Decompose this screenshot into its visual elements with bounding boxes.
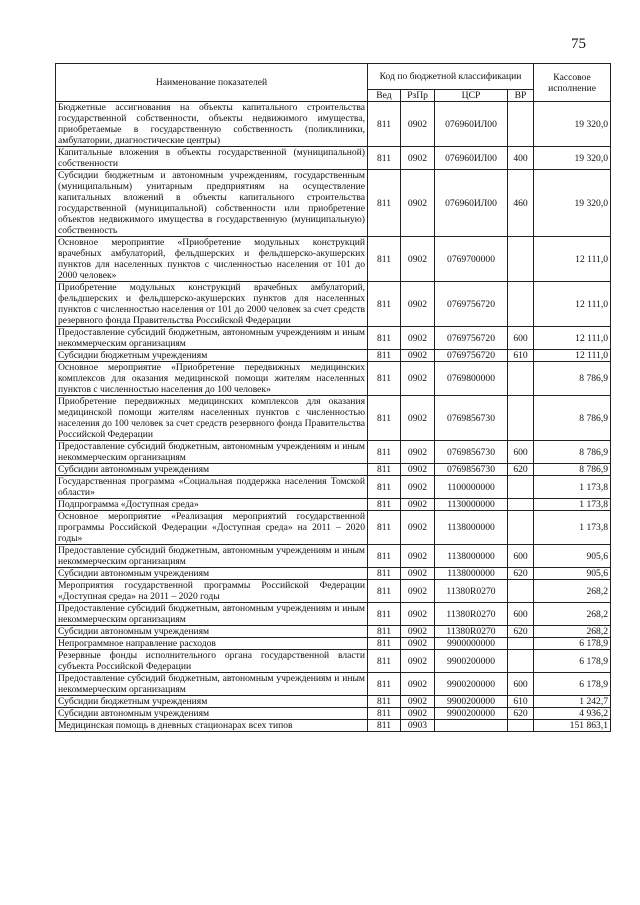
cell-vr (508, 476, 534, 499)
cell-vr (508, 282, 534, 327)
table-row (56, 170, 611, 237)
cell-amount: 905,6 (534, 568, 611, 580)
cell-vr (508, 580, 534, 603)
cell-name: Субсидии бюджетным учреждениям (56, 696, 368, 708)
table-row (56, 327, 611, 350)
cell-vr (508, 396, 534, 441)
table-row (56, 350, 611, 362)
cell-amount: 6 178,9 (534, 650, 611, 673)
cell-amount: 12 111,0 (534, 237, 611, 282)
cell-csr: 9900000000 (435, 638, 508, 650)
cell-vr: 600 (508, 327, 534, 350)
cell-ved: 811 (368, 626, 401, 638)
cell-rzpr: 0902 (401, 441, 435, 464)
cell-ved: 811 (368, 580, 401, 603)
cell-vr (508, 362, 534, 396)
header-code-group: Код по бюджетной классификации (368, 64, 534, 90)
cell-amount: 12 111,0 (534, 282, 611, 327)
cell-name: Предоставление субсидий бюджетным, автономным учреждениям и иным некоммерческим организациям (56, 673, 368, 696)
cell-amount: 8 786,9 (534, 396, 611, 441)
cell-vr (508, 102, 534, 147)
cell-ved: 811 (368, 638, 401, 650)
cell-rzpr: 0902 (401, 362, 435, 396)
cell-name: Основное мероприятие «Приобретение передвижных медицинских комплексов для оказания медицинской помощи жителям населенных пунктов с численностью населения до 100 человек» (56, 362, 368, 396)
cell-name: Медицинская помощь в дневных стационарах всех типов (56, 720, 368, 732)
cell-amount: 268,2 (534, 580, 611, 603)
cell-rzpr: 0902 (401, 650, 435, 673)
cell-ved: 811 (368, 237, 401, 282)
cell-ved: 811 (368, 673, 401, 696)
cell-rzpr: 0902 (401, 102, 435, 147)
cell-vr: 620 (508, 568, 534, 580)
table-row (56, 673, 611, 696)
table-row (56, 603, 611, 626)
cell-name: Государственная программа «Социальная поддержка населения Томской области» (56, 476, 368, 499)
cell-name: Приобретение передвижных медицинских комплексов для оказания медицинской помощи жителям населенных пунктов с численностью населения до 100 человек за счет средств резервного фонда Правительства Российской Федерации (56, 396, 368, 441)
cell-ved: 811 (368, 441, 401, 464)
table-row (56, 441, 611, 464)
cell-amount: 8 786,9 (534, 464, 611, 476)
cell-csr: 0769700000 (435, 237, 508, 282)
cell-ved: 811 (368, 476, 401, 499)
cell-rzpr: 0902 (401, 580, 435, 603)
cell-csr: 0769856730 (435, 464, 508, 476)
cell-name: Субсидии автономным учреждениям (56, 464, 368, 476)
cell-amount: 268,2 (534, 603, 611, 626)
header-rzpr: РзПр (401, 90, 435, 102)
cell-name: Субсидии бюджетным и автономным учреждениям, государственным (муниципальным) унитарным предприятиям на осуществление капитальных вложений в объекты капитального строительства государственной (муниципальной) собственности или приобретение объектов недвижимого имущества в государственную (муниципальную) собственность (56, 170, 368, 237)
table-row (56, 476, 611, 499)
cell-csr: 9900200000 (435, 673, 508, 696)
cell-vr (508, 511, 534, 545)
cell-csr (435, 720, 508, 732)
cell-amount: 19 320,0 (534, 170, 611, 237)
cell-vr: 600 (508, 545, 534, 568)
cell-csr: 9900200000 (435, 650, 508, 673)
cell-csr: 0769756720 (435, 350, 508, 362)
cell-name: Основное мероприятие «Приобретение модульных конструкций врачебных амбулаторий, фельдшерских и фельдшерско-акушерских пунктов для населенных пунктов с численностью населения от 101 до 2000 человек» (56, 237, 368, 282)
cell-ved: 811 (368, 362, 401, 396)
cell-rzpr: 0902 (401, 499, 435, 511)
cell-amount: 1 173,8 (534, 476, 611, 499)
cell-rzpr: 0902 (401, 464, 435, 476)
cell-amount: 151 863,1 (534, 720, 611, 732)
cell-csr: 0769856730 (435, 441, 508, 464)
cell-ved: 811 (368, 568, 401, 580)
cell-ved: 811 (368, 147, 401, 170)
cell-csr: 0769856730 (435, 396, 508, 441)
cell-name: Бюджетные ассигнования на объекты капитального строительства государственной собственности, объекты недвижимого имущества, приобретаемые в государственную собственность (поликлиники, амбулатории, диагностические центры) (56, 102, 368, 147)
cell-csr: 076960ИЛ00 (435, 102, 508, 147)
cell-csr: 076960ИЛ00 (435, 147, 508, 170)
cell-amount: 8 786,9 (534, 362, 611, 396)
table-row (56, 102, 611, 147)
table-header (56, 64, 611, 102)
cell-name: Предоставление субсидий бюджетным, автономным учреждениям и иным некоммерческим организациям (56, 545, 368, 568)
cell-rzpr: 0902 (401, 350, 435, 362)
cell-rzpr: 0902 (401, 708, 435, 720)
table-body (56, 102, 611, 732)
cell-rzpr: 0902 (401, 147, 435, 170)
cell-name: Приобретение модульных конструкций врачебных амбулаторий, фельдшерских и фельдшерско-акушерских пунктов для населенных пунктов с численностью населения от 101 до 2000 человек за счет средств резервного фонда Правительства Российской Федерации (56, 282, 368, 327)
cell-amount: 4 936,2 (534, 708, 611, 720)
table-row (56, 511, 611, 545)
cell-rzpr: 0902 (401, 327, 435, 350)
header-ved: Вед (368, 90, 401, 102)
cell-amount: 8 786,9 (534, 441, 611, 464)
cell-rzpr: 0902 (401, 638, 435, 650)
header-amount: Кассовое исполнение (534, 64, 611, 102)
page-number: 75 (571, 36, 586, 52)
cell-csr: 1138000000 (435, 511, 508, 545)
cell-vr: 460 (508, 170, 534, 237)
cell-rzpr: 0902 (401, 237, 435, 282)
cell-rzpr: 0902 (401, 545, 435, 568)
table-row (56, 282, 611, 327)
cell-csr: 1100000000 (435, 476, 508, 499)
cell-ved: 811 (368, 545, 401, 568)
cell-ved: 811 (368, 102, 401, 147)
cell-csr: 11380R0270 (435, 603, 508, 626)
cell-name: Субсидии автономным учреждениям (56, 568, 368, 580)
table-row (56, 362, 611, 396)
cell-ved: 811 (368, 650, 401, 673)
header-vr: ВР (508, 90, 534, 102)
cell-name: Предоставление субсидий бюджетным, автономным учреждениям и иным некоммерческим организациям (56, 327, 368, 350)
budget-table (55, 63, 611, 732)
cell-rzpr: 0902 (401, 396, 435, 441)
table-row (56, 708, 611, 720)
cell-rzpr: 0902 (401, 696, 435, 708)
cell-amount: 19 320,0 (534, 102, 611, 147)
cell-rzpr: 0902 (401, 568, 435, 580)
cell-vr: 600 (508, 441, 534, 464)
cell-vr (508, 237, 534, 282)
cell-name: Мероприятия государственной программы Российской Федерации «Доступная среда» на 2011 – 2020 годы (56, 580, 368, 603)
cell-ved: 811 (368, 396, 401, 441)
cell-name: Субсидии бюджетным учреждениям (56, 350, 368, 362)
header-csr: ЦСР (435, 90, 508, 102)
cell-amount: 268,2 (534, 626, 611, 638)
cell-name: Непрограммное направление расходов (56, 638, 368, 650)
header-name: Наименование показателей (56, 64, 368, 102)
cell-csr: 11380R0270 (435, 580, 508, 603)
cell-rzpr: 0902 (401, 626, 435, 638)
cell-amount: 1 173,8 (534, 499, 611, 511)
cell-name: Резервные фонды исполнительного органа государственной власти субъекта Российской Федерации (56, 650, 368, 673)
cell-csr: 0769756720 (435, 282, 508, 327)
cell-ved: 811 (368, 350, 401, 362)
table-row (56, 545, 611, 568)
table-row (56, 499, 611, 511)
table-row (56, 650, 611, 673)
table-row (56, 696, 611, 708)
cell-rzpr: 0902 (401, 511, 435, 545)
cell-ved: 811 (368, 511, 401, 545)
cell-csr: 11380R0270 (435, 626, 508, 638)
cell-ved: 811 (368, 282, 401, 327)
cell-amount: 1 173,8 (534, 511, 611, 545)
table-row (56, 568, 611, 580)
table-row (56, 396, 611, 441)
cell-rzpr: 0903 (401, 720, 435, 732)
cell-rzpr: 0902 (401, 282, 435, 327)
cell-ved: 811 (368, 720, 401, 732)
cell-csr: 1138000000 (435, 545, 508, 568)
cell-csr: 0769756720 (435, 327, 508, 350)
cell-amount: 12 111,0 (534, 350, 611, 362)
cell-rzpr: 0902 (401, 170, 435, 237)
cell-name: Субсидии автономным учреждениям (56, 626, 368, 638)
cell-csr: 1130000000 (435, 499, 508, 511)
cell-vr: 610 (508, 696, 534, 708)
cell-vr: 610 (508, 350, 534, 362)
cell-vr: 600 (508, 673, 534, 696)
cell-name: Предоставление субсидий бюджетным, автономным учреждениям и иным некоммерческим организациям (56, 441, 368, 464)
cell-rzpr: 0902 (401, 476, 435, 499)
cell-vr: 620 (508, 464, 534, 476)
cell-vr (508, 499, 534, 511)
cell-csr: 1138000000 (435, 568, 508, 580)
cell-name: Капитальные вложения в объекты государственной (муниципальной) собственности (56, 147, 368, 170)
cell-ved: 811 (368, 499, 401, 511)
cell-vr: 620 (508, 708, 534, 720)
cell-csr: 9900200000 (435, 708, 508, 720)
cell-vr: 600 (508, 603, 534, 626)
cell-amount: 19 320,0 (534, 147, 611, 170)
cell-rzpr: 0902 (401, 603, 435, 626)
cell-name: Предоставление субсидий бюджетным, автономным учреждениям и иным некоммерческим организациям (56, 603, 368, 626)
cell-csr: 076960ИЛ00 (435, 170, 508, 237)
cell-ved: 811 (368, 603, 401, 626)
cell-rzpr: 0902 (401, 673, 435, 696)
table-row (56, 626, 611, 638)
cell-ved: 811 (368, 170, 401, 237)
cell-csr: 0769800000 (435, 362, 508, 396)
cell-name: Основное мероприятие «Реализация мероприятий государственной программы Российской Федерации «Доступная среда» на 2011 – 2020 годы» (56, 511, 368, 545)
cell-ved: 811 (368, 464, 401, 476)
cell-name: Субсидии автономным учреждениям (56, 708, 368, 720)
cell-vr (508, 650, 534, 673)
table-row (56, 580, 611, 603)
table-row (56, 720, 611, 732)
cell-amount: 12 111,0 (534, 327, 611, 350)
cell-ved: 811 (368, 327, 401, 350)
table-row (56, 638, 611, 650)
cell-vr (508, 638, 534, 650)
cell-ved: 811 (368, 696, 401, 708)
table-row (56, 237, 611, 282)
cell-ved: 811 (368, 708, 401, 720)
cell-amount: 6 178,9 (534, 673, 611, 696)
table-row (56, 464, 611, 476)
cell-vr: 620 (508, 626, 534, 638)
cell-vr (508, 720, 534, 732)
cell-name: Подпрограмма «Доступная среда» (56, 499, 368, 511)
cell-amount: 6 178,9 (534, 638, 611, 650)
cell-amount: 1 242,7 (534, 696, 611, 708)
table-row (56, 147, 611, 170)
cell-amount: 905,6 (534, 545, 611, 568)
cell-csr: 9900200000 (435, 696, 508, 708)
cell-vr: 400 (508, 147, 534, 170)
